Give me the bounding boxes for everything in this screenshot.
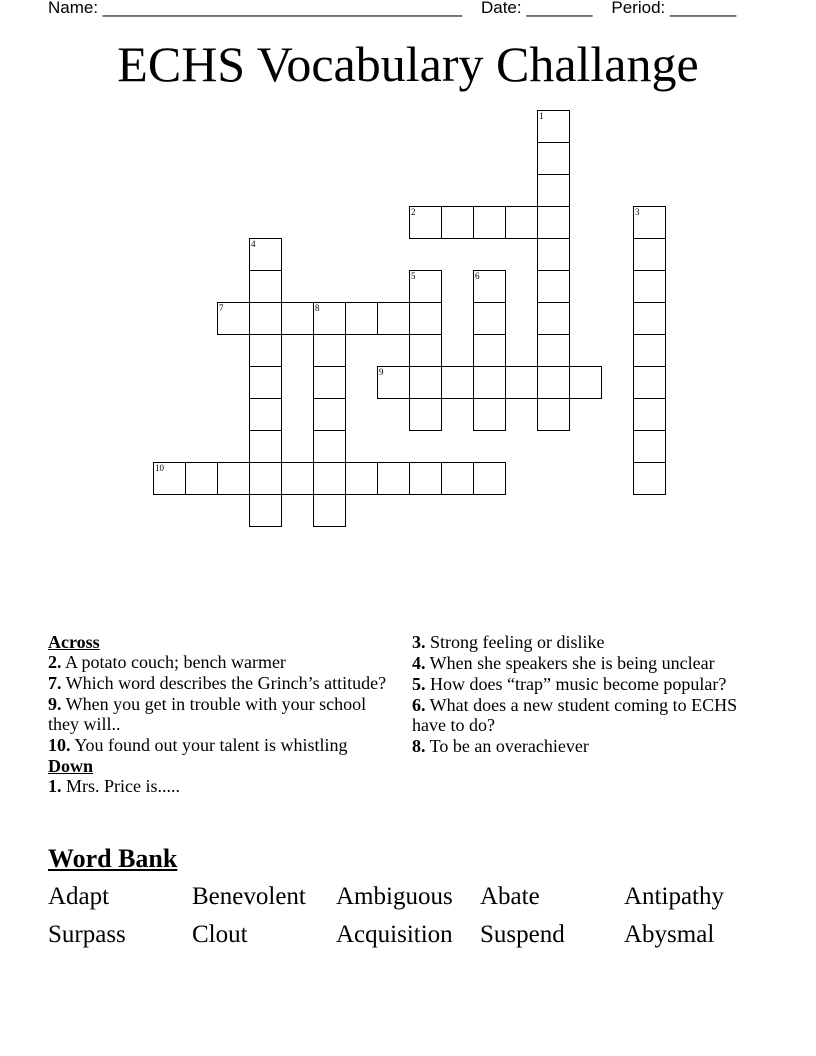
- crossword-cell[interactable]: [249, 430, 282, 463]
- crossword-cell[interactable]: [633, 366, 666, 399]
- crossword-cell[interactable]: [441, 462, 474, 495]
- word-bank-word: Suspend: [480, 921, 565, 948]
- crossword-cell[interactable]: [537, 398, 570, 431]
- crossword-cell[interactable]: [633, 398, 666, 431]
- crossword-cell[interactable]: [377, 302, 410, 335]
- crossword-cell[interactable]: [249, 398, 282, 431]
- crossword-cell[interactable]: [249, 494, 282, 527]
- crossword-cell[interactable]: [537, 302, 570, 335]
- clue-number: 6: [475, 271, 480, 281]
- crossword-cell[interactable]: [441, 366, 474, 399]
- crossword-cell[interactable]: [249, 366, 282, 399]
- crossword-cell[interactable]: [569, 366, 602, 399]
- crossword-cell[interactable]: [537, 174, 570, 207]
- crossword-cell[interactable]: [281, 302, 314, 335]
- crossword-cell[interactable]: [633, 302, 666, 335]
- crossword-cell[interactable]: [409, 398, 442, 431]
- crossword-cell[interactable]: [249, 302, 282, 335]
- crossword-cell[interactable]: [217, 462, 250, 495]
- crossword-cell[interactable]: [633, 238, 666, 271]
- down-clue-5: 5. How does “trap” music become popular?: [412, 674, 727, 694]
- crossword-cell[interactable]: [633, 270, 666, 303]
- word-bank-word: Ambiguous: [336, 883, 453, 910]
- crossword-cell[interactable]: [249, 462, 282, 495]
- word-bank-word: Adapt: [48, 883, 110, 910]
- down-clue-1: 1. Mrs. Price is.....: [48, 776, 180, 796]
- crossword-cell[interactable]: [313, 398, 346, 431]
- word-bank-word: Acquisition: [336, 921, 453, 948]
- word-bank-word: Surpass: [48, 921, 126, 948]
- word-bank-word: Antipathy: [624, 883, 724, 910]
- crossword-cell[interactable]: [473, 334, 506, 367]
- clue-number: 2: [411, 207, 416, 217]
- crossword-cell[interactable]: [633, 334, 666, 367]
- crossword-cell[interactable]: [281, 462, 314, 495]
- word-bank-word: Clout: [192, 921, 248, 948]
- crossword-cell[interactable]: [473, 206, 506, 239]
- crossword-cell[interactable]: [537, 142, 570, 175]
- clue-number: 1: [539, 111, 544, 121]
- across-clue-9: 9. When you get in trouble with your school they will..: [48, 694, 367, 734]
- crossword-cell[interactable]: [409, 334, 442, 367]
- crossword-cell[interactable]: [473, 398, 506, 431]
- across-heading: Across: [48, 632, 100, 652]
- crossword-cell[interactable]: [537, 366, 570, 399]
- word-bank: [48, 882, 768, 950]
- clue-number: 8: [315, 303, 320, 313]
- down-clue-4: 4. When she speakers she is being unclear: [412, 653, 715, 673]
- crossword-cell[interactable]: [313, 462, 346, 495]
- across-clue-7: 7. Which word describes the Grinch’s attitude?: [48, 673, 387, 693]
- crossword-cell[interactable]: [473, 366, 506, 399]
- crossword-cell[interactable]: [633, 462, 666, 495]
- crossword-cell[interactable]: [537, 270, 570, 303]
- word-bank-word: Benevolent: [192, 883, 306, 910]
- name-date-period-line: Name: ______________________________________ Date: _______ Period: _______: [48, 0, 737, 17]
- clues-right-column: [412, 632, 752, 757]
- crossword-cell[interactable]: [313, 494, 346, 527]
- crossword-cell[interactable]: [313, 430, 346, 463]
- crossword-cell[interactable]: [409, 366, 442, 399]
- crossword-cell[interactable]: [441, 206, 474, 239]
- crossword-cell[interactable]: [537, 206, 570, 239]
- crossword-cell[interactable]: [409, 302, 442, 335]
- clue-number: 9: [379, 367, 384, 377]
- crossword-cell[interactable]: [345, 302, 378, 335]
- crossword-cell[interactable]: [377, 462, 410, 495]
- crossword-cell[interactable]: [537, 238, 570, 271]
- crossword-cell[interactable]: [505, 206, 538, 239]
- crossword-cell[interactable]: [249, 270, 282, 303]
- clue-number: 4: [251, 239, 256, 249]
- crossword-cell[interactable]: [473, 302, 506, 335]
- crossword-cell[interactable]: [633, 430, 666, 463]
- clue-number: 5: [411, 271, 416, 281]
- crossword-cell[interactable]: [313, 334, 346, 367]
- puzzle-title: ECHS Vocabulary Challange: [117, 36, 699, 92]
- down-heading: Down: [48, 756, 94, 776]
- across-clue-2: 2. A potato couch; bench warmer: [48, 652, 286, 672]
- crossword-cell[interactable]: [345, 462, 378, 495]
- down-clue-8: 8. To be an overachiever: [412, 736, 589, 756]
- crossword-cell[interactable]: [537, 334, 570, 367]
- clue-number: 10: [155, 463, 164, 473]
- clue-number: 7: [219, 303, 224, 313]
- word-bank-word: Abysmal: [624, 921, 715, 948]
- down-clue-3: 3. Strong feeling or dislike: [412, 632, 605, 652]
- across-clue-10: 10. You found out your talent is whistling: [48, 735, 348, 755]
- clues-left-column: [48, 632, 393, 797]
- word-bank-word: Abate: [480, 883, 540, 910]
- crossword-cell[interactable]: [313, 366, 346, 399]
- crossword-cell[interactable]: [505, 366, 538, 399]
- clue-number: 3: [635, 207, 640, 217]
- down-clue-6: 6. What does a new student coming to ECHS have to do?: [412, 695, 738, 735]
- crossword-cell[interactable]: [249, 334, 282, 367]
- crossword-cell[interactable]: [185, 462, 218, 495]
- crossword-cell[interactable]: [409, 462, 442, 495]
- word-bank-title: Word Bank: [48, 844, 178, 873]
- crossword-cell[interactable]: [473, 462, 506, 495]
